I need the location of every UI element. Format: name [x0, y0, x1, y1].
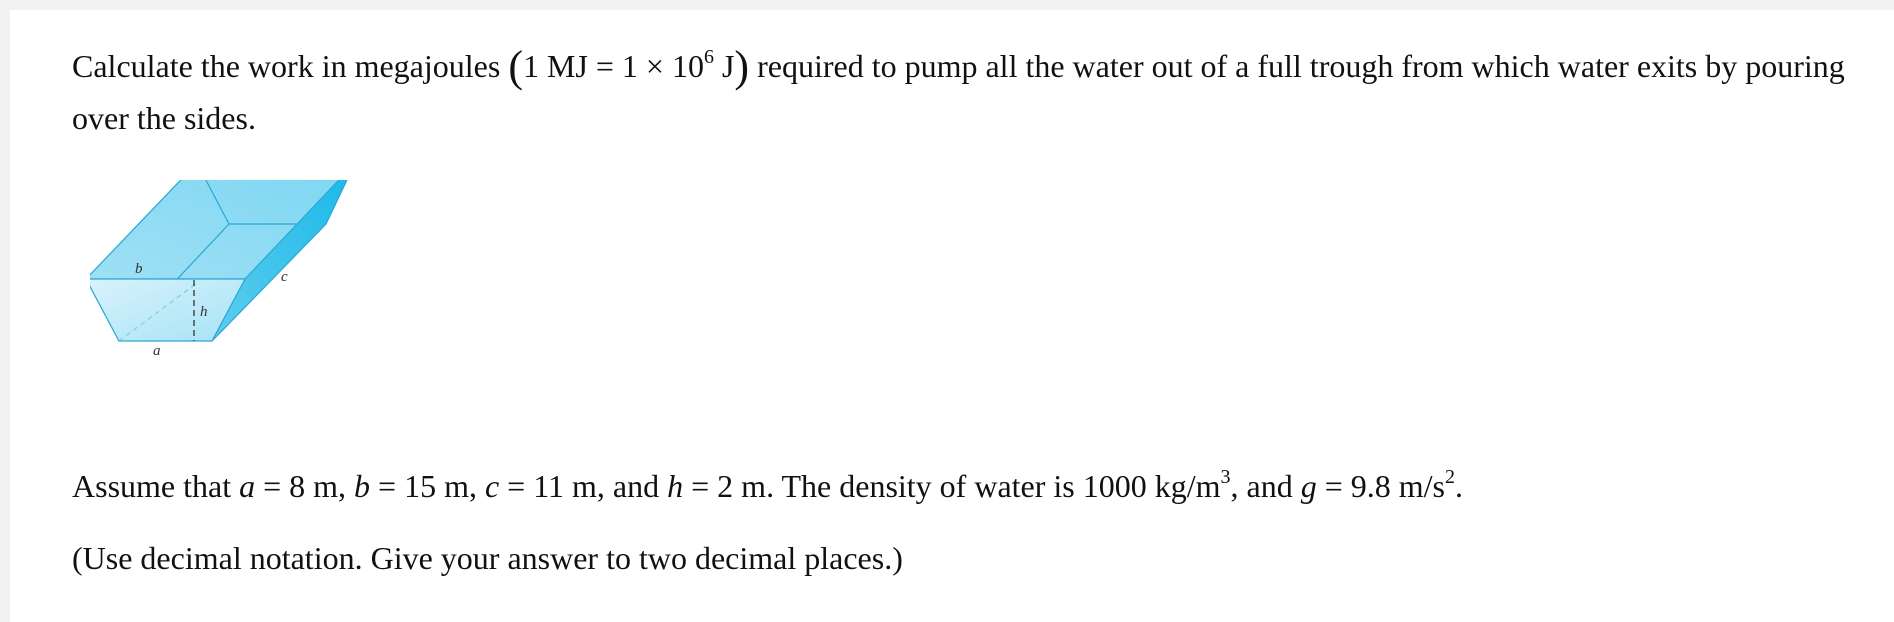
- instructions-text: (Use decimal notation. Give your answer to two decimal places.): [72, 540, 903, 576]
- trough-diagram: [90, 180, 450, 450]
- label-c: c: [281, 269, 288, 285]
- question-text: Calculate the work in megajoules (1 MJ = $1 \times 10^6$ J) required to pump all the water out of a full trough from which water exits by pouring over the sides.: [72, 42, 1845, 136]
- label-h: h: [200, 304, 208, 320]
- label-a: a: [153, 343, 161, 359]
- assumptions-text: Assume that a = 8 m, b = 15 m, c = 11 m, and h = 2 m. The density of water is 1000 $kg/m^3$, and g = 9.8 $m/s^2$.: [72, 466, 1463, 504]
- label-b: b: [135, 261, 143, 277]
- trough-figure: [90, 180, 450, 450]
- question-card: [10, 10, 1894, 622]
